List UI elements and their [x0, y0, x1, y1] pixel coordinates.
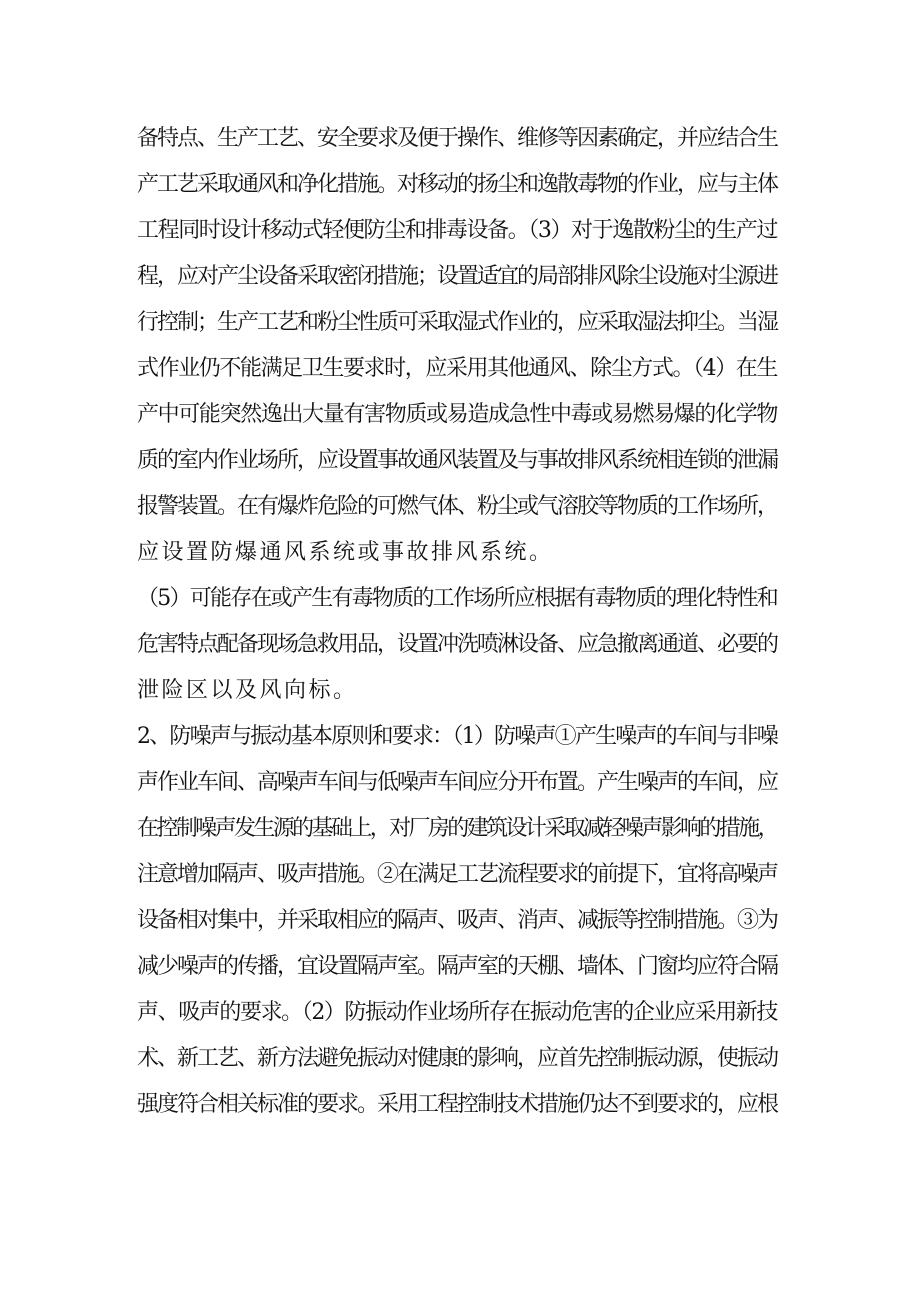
text-line: 产工艺采取通风和净化措施。对移动的扬尘和逸散毒物的作业，应与主体 — [137, 172, 777, 197]
text-line: 应设置防爆通风系统或事故排风系统。 — [137, 540, 554, 565]
text-line: 声、吸声的要求。（2）防振动作业场所存在振动危害的企业应采用新技 — [137, 1000, 777, 1025]
text-line: 术、新工艺、新方法避免振动对健康的影响，应首先控制振动源，使振动 — [137, 1046, 777, 1071]
text-line: 备特点、生产工艺、安全要求及便于操作、维修等因素确定，并应结合生 — [137, 126, 777, 151]
text-line: 产中可能突然逸出大量有害物质或易造成急性中毒或易燃易爆的化学物 — [137, 402, 777, 427]
text-line: 注意增加隔声、吸声措施。②在满足工艺流程要求的前提下，宜将高噪声 — [137, 862, 777, 887]
text-line: 式作业仍不能满足卫生要求时，应采用其他通风、除尘方式。（4）在生 — [137, 356, 777, 381]
text-line: 减少噪声的传播，宜设置隔声室。隔声室的天棚、墙体、门窗均应符合隔 — [137, 954, 777, 979]
text-line: 设备相对集中，并采取相应的隔声、吸声、消声、减振等控制措施。③为 — [137, 908, 777, 933]
text-line: 声作业车间、高噪声车间与低噪声车间应分开布置。产生噪声的车间，应 — [137, 770, 777, 795]
text-line: 工程同时设计移动式轻便防尘和排毒设备。（3）对于逸散粉尘的生产过 — [137, 218, 777, 243]
text-line: 行控制；生产工艺和粉尘性质可采取湿式作业的，应采取湿法抑尘。当湿 — [137, 310, 777, 335]
text-line: （5）可能存在或产生有毒物质的工作场所应根据有毒物质的理化特性和 — [137, 586, 777, 611]
text-line: 强度符合相关标准的要求。采用工程控制技术措施仍达不到要求的，应根 — [137, 1092, 777, 1117]
text-line: 2、防噪声与振动基本原则和要求：（1）防噪声①产生噪声的车间与非噪 — [137, 724, 777, 749]
text-line: 程，应对产尘设备采取密闭措施；设置适宜的局部排风除尘设施对尘源进 — [137, 264, 777, 289]
text-line: 泄险区以及风向标。 — [137, 678, 358, 703]
text-line: 在控制噪声发生源的基础上，对厂房的建筑设计采取减轻噪声影响的措施， — [137, 816, 777, 841]
text-line: 危害特点配备现场急救用品，设置冲洗喷淋设备、应急撤离通道、必要的 — [137, 632, 777, 657]
text-line: 报警装置。在有爆炸危险的可燃气体、粉尘或气溶胶等物质的工作场所， — [137, 494, 777, 519]
text-line: 质的室内作业场所，应设置事故通风装置及与事故排风系统相连锁的泄漏 — [137, 448, 777, 473]
